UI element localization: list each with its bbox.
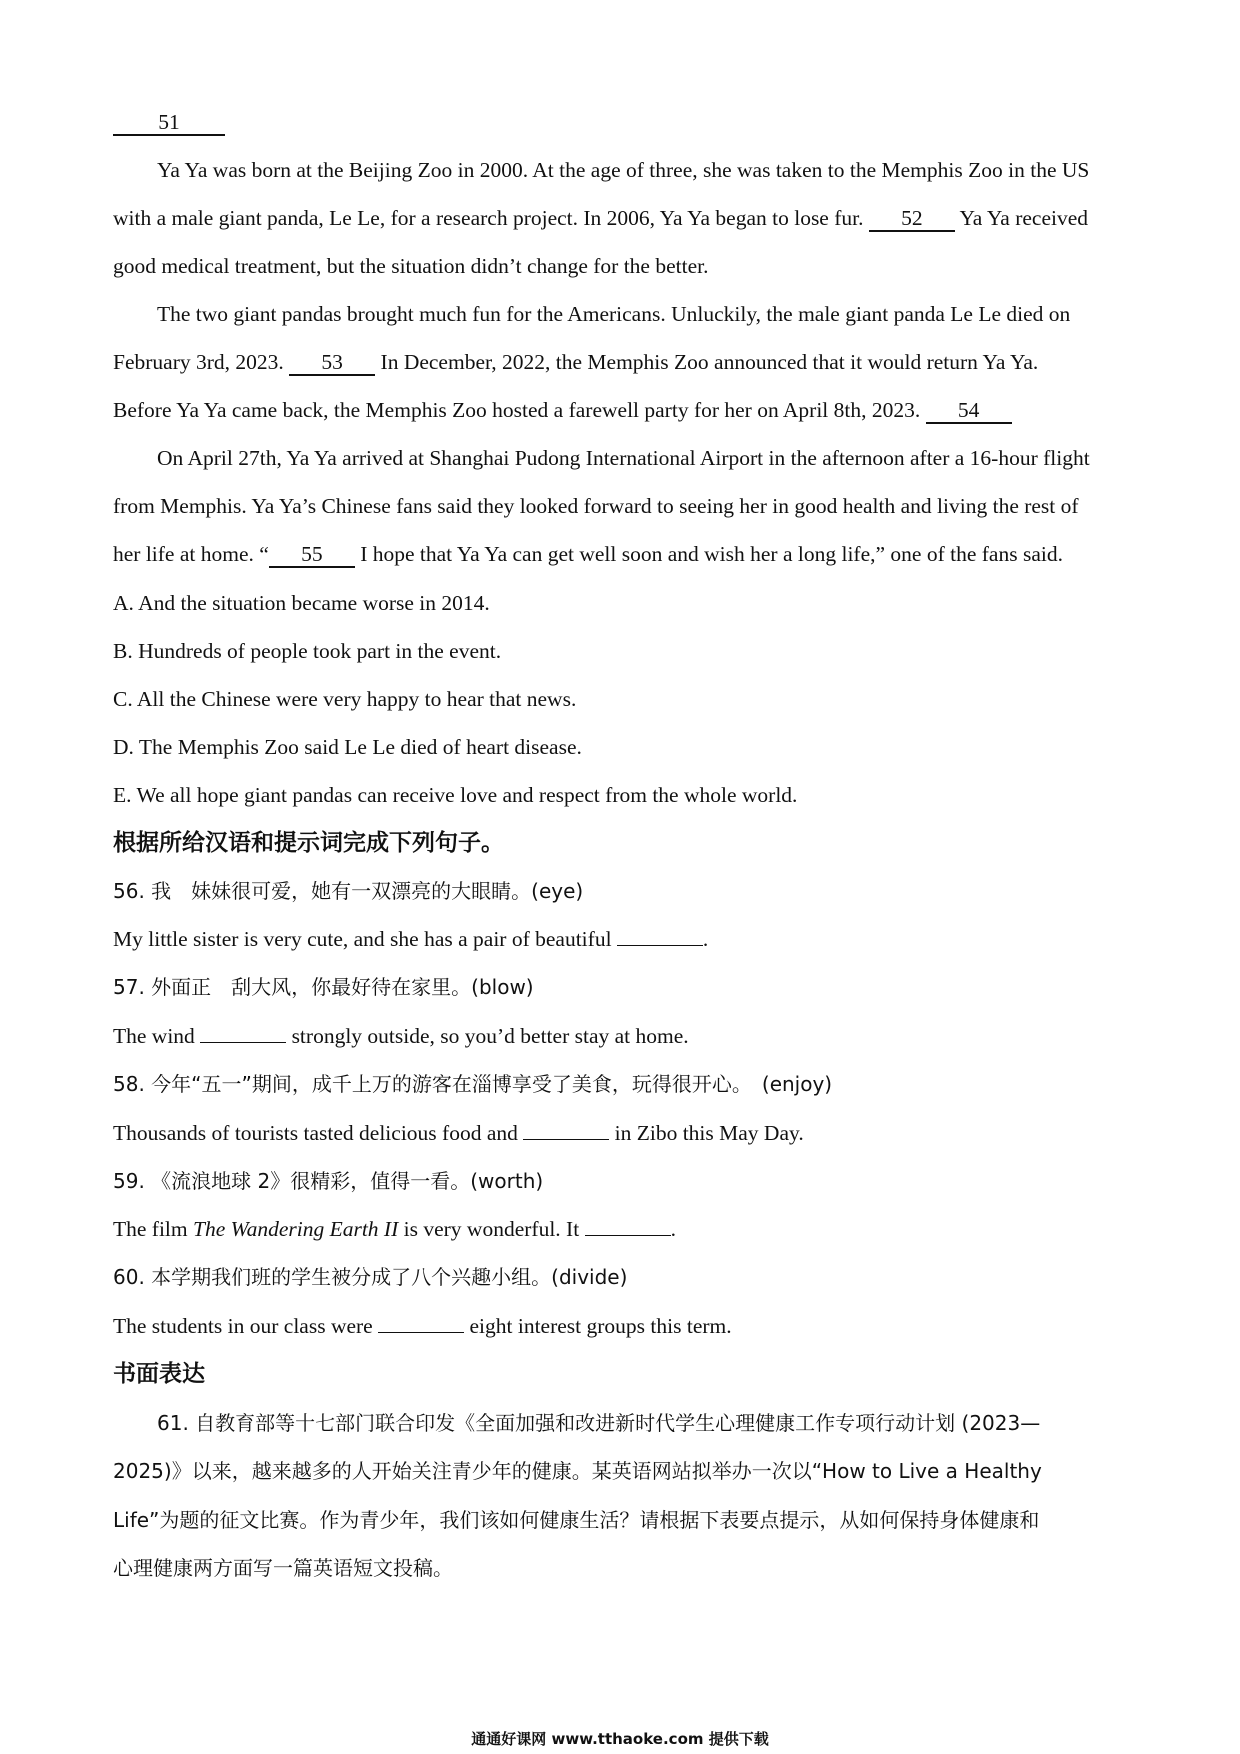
writing-prompt-line: 2025)》以来，越来越多的人开始关注青少年的健康。某英语网站拟举办一次以“How to Live a Healthy (113, 1459, 1042, 1483)
answer-blank-60[interactable] (378, 1314, 464, 1333)
question-59-english (113, 1214, 676, 1244)
blank-55[interactable]: 55 (269, 542, 355, 568)
question-56-chinese: 56. 我 妹妹很可爱，她有一双漂亮的大眼睛。(eye) (113, 879, 584, 903)
answer-blank-57[interactable] (200, 1024, 286, 1043)
question-60-chinese: 60. 本学期我们班的学生被分成了八个兴趣小组。(divide) (113, 1265, 628, 1289)
question-60-english (113, 1311, 732, 1341)
question-58-chinese: 58. 今年“五一”期间，成千上万的游客在淄博享受了美食，玩得很开心。 (enjoy) (113, 1072, 833, 1096)
passage-text: February 3rd, 2023. (113, 350, 284, 374)
question-text: eight interest groups this term. (469, 1314, 732, 1338)
passage-line (113, 539, 1063, 569)
blank-51[interactable]: 51 (113, 110, 225, 136)
answer-blank-58[interactable] (523, 1121, 609, 1140)
passage-text: I hope that Ya Ya can get well soon and wish her a long life,” one of the fans said. (360, 542, 1063, 566)
blank-51-line (113, 107, 225, 137)
option-a: A. And the situation became worse in 2014. (113, 591, 490, 615)
question-text: The film (113, 1217, 188, 1241)
passage-line (113, 203, 1088, 233)
question-text: strongly outside, so you’d better stay at home. (291, 1024, 689, 1048)
option-e: E. We all hope giant pandas can receive love and respect from the whole world. (113, 783, 798, 807)
question-text: The students in our class were (113, 1314, 373, 1338)
blank-54[interactable]: 54 (926, 398, 1012, 424)
passage-text: her life at home. “ (113, 542, 269, 566)
passage-text: In December, 2022, the Memphis Zoo announced that it would return Ya Ya. (380, 350, 1039, 374)
passage-line: The two giant pandas brought much fun for the Americans. Unluckily, the male giant panda Le Le died on (157, 302, 1071, 326)
passage-line: from Memphis. Ya Ya’s Chinese fans said they looked forward to seeing her in good health and living the rest of (113, 494, 1079, 518)
question-58-english (113, 1118, 804, 1148)
option-b: B. Hundreds of people took part in the event. (113, 639, 502, 663)
passage-line: good medical treatment, but the situation didn’t change for the better. (113, 254, 709, 278)
question-text: . (702, 927, 709, 951)
blank-52[interactable]: 52 (869, 206, 955, 232)
writing-prompt-line: 心理健康两方面写一篇英语短文投稿。 (113, 1556, 453, 1580)
writing-prompt-line: 61. 自教育部等十七部门联合印发《全面加强和改进新时代学生心理健康工作专项行动计划 (2023— (157, 1411, 1041, 1435)
writing-prompt-line: Life”为题的征文比赛。作为青少年，我们该如何健康生活？请根据下表要点提示，从如何保持身体健康和 (113, 1508, 1040, 1532)
passage-line (113, 347, 1038, 377)
question-text: . (670, 1217, 676, 1241)
question-57-english (113, 1021, 689, 1051)
passage-text: with a male giant panda, Le Le, for a research project. In 2006, Ya Ya began to lose fur. (113, 206, 864, 230)
question-text: Thousands of tourists tasted delicious food and (113, 1121, 518, 1145)
option-c: C. All the Chinese were very happy to hear that news. (113, 687, 577, 711)
question-text: in Zibo this May Day. (614, 1121, 804, 1145)
answer-blank-59[interactable] (585, 1217, 671, 1236)
question-57-chinese: 57. 外面正 刮大风，你最好待在家里。(blow) (113, 975, 534, 999)
option-d: D. The Memphis Zoo said Le Le died of heart disease. (113, 735, 582, 759)
question-text: My little sister is very cute, and she has a pair of beautiful (113, 927, 612, 951)
question-56-english (113, 924, 708, 954)
page-footer: 通通好课网 www.tthaoke.com 提供下载 (471, 1730, 769, 1748)
blank-53[interactable]: 53 (289, 350, 375, 376)
question-text: The wind (113, 1024, 195, 1048)
question-59-chinese: 59. 《流浪地球 2》很精彩，值得一看。(worth) (113, 1169, 544, 1193)
passage-line: Ya Ya was born at the Beijing Zoo in 2000. At the age of three, she was taken to the Memphis Zoo in the US (157, 158, 1090, 182)
film-title: The Wandering Earth II (193, 1217, 399, 1241)
section-heading: 根据所给汉语和提示词完成下列句子。 (113, 829, 504, 856)
passage-line (113, 395, 1012, 425)
section-heading: 书面表达 (113, 1360, 205, 1387)
passage-line: On April 27th, Ya Ya arrived at Shanghai Pudong International Airport in the afternoon after a 16-hour flight (157, 446, 1090, 470)
answer-blank-56[interactable] (617, 927, 703, 946)
question-text: is very wonderful. It (403, 1217, 580, 1241)
passage-text: Ya Ya received (959, 206, 1089, 230)
passage-text: Before Ya Ya came back, the Memphis Zoo hosted a farewell party for her on April 8th, 2023. (113, 398, 921, 422)
